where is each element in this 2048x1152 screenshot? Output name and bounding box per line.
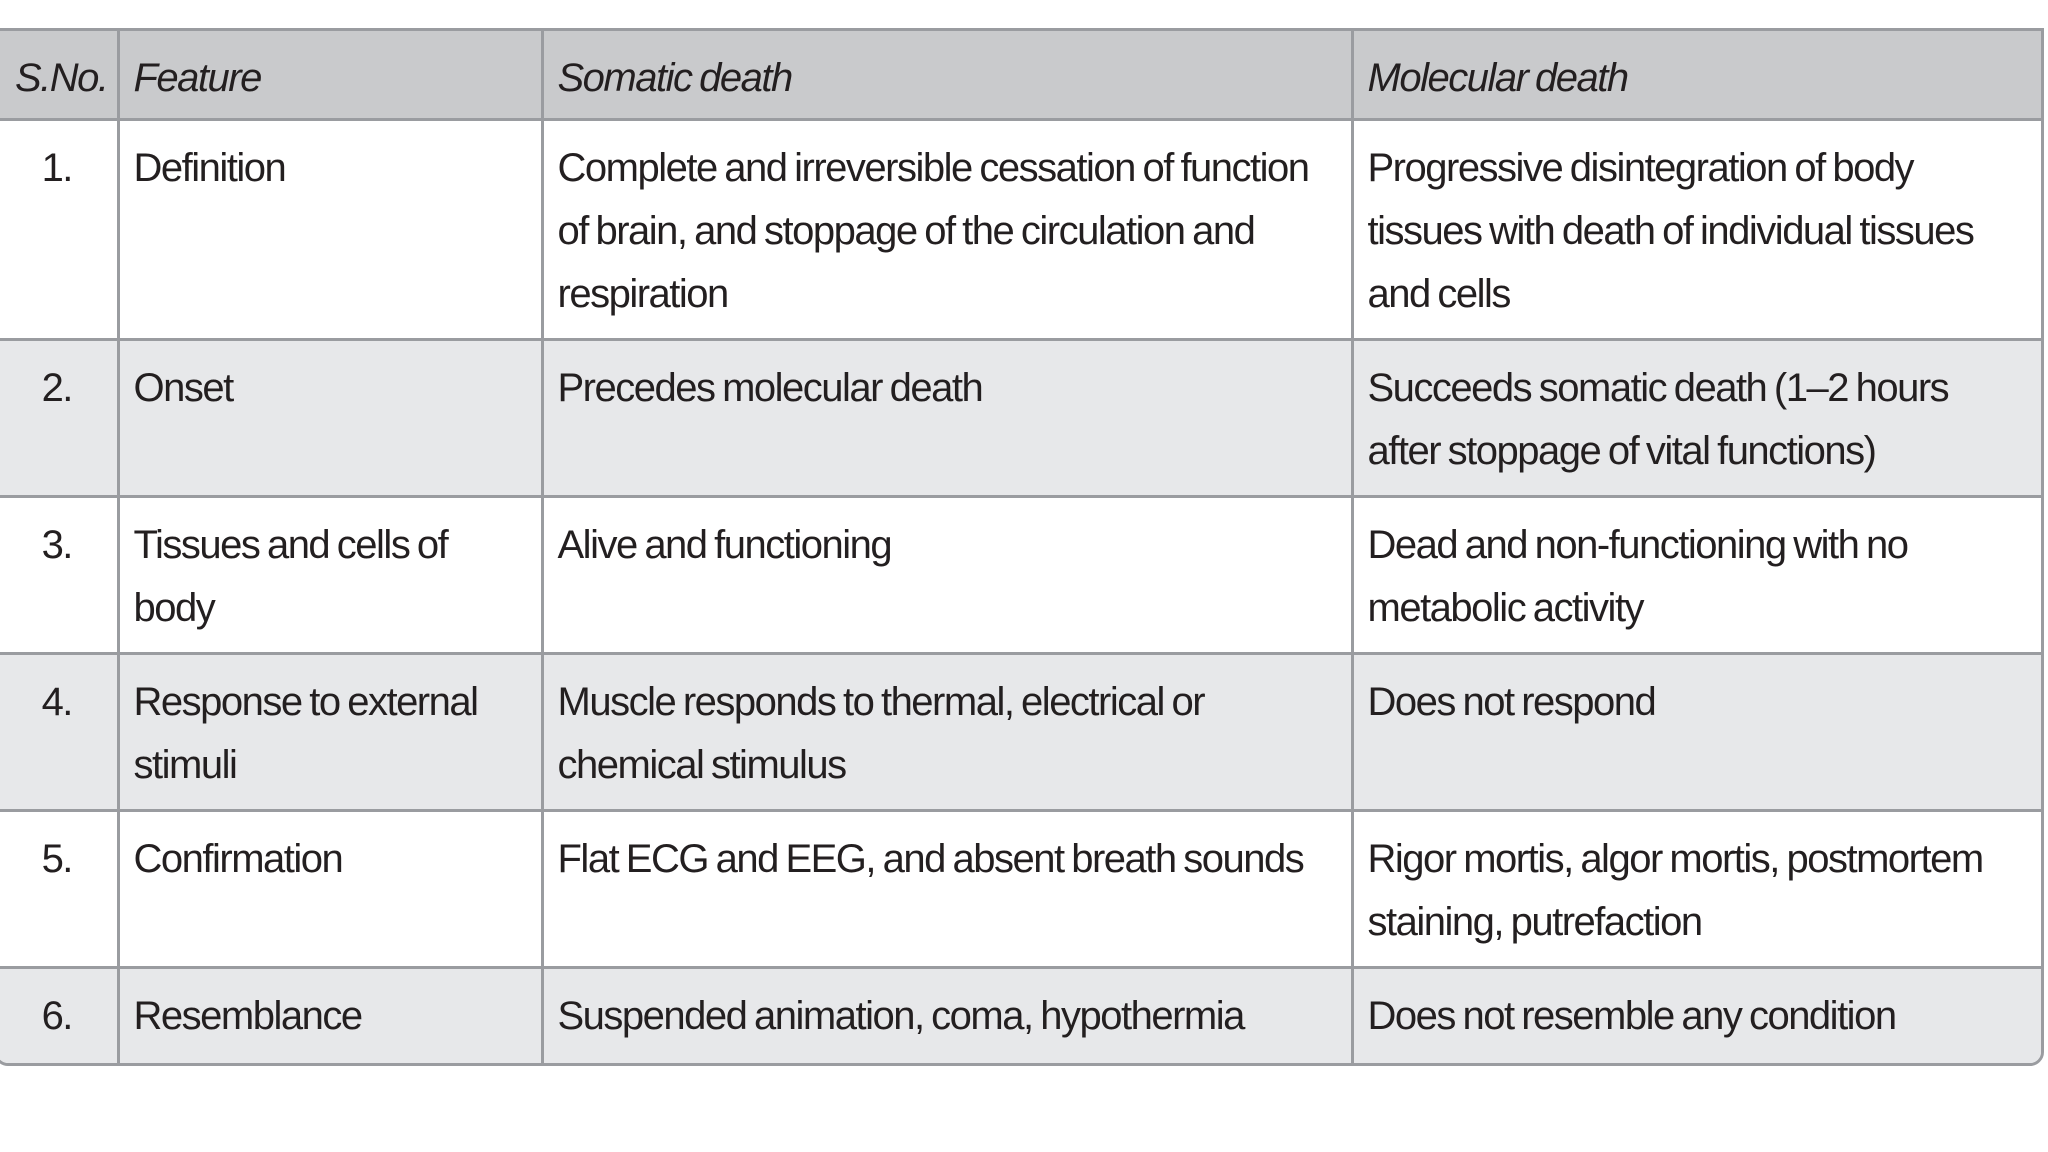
cell-feature: Resemblance (118, 968, 542, 1063)
table-row (0, 497, 2041, 654)
cell-somatic: Complete and irreversible cessation of function of brain, and stoppage of the circulation and respiration (542, 120, 1352, 340)
header-feature: Feature (118, 31, 542, 120)
cell-somatic: Suspended animation, coma, hypothermia (542, 968, 1352, 1063)
cell-sno: 1. (0, 120, 118, 340)
table-row (0, 968, 2041, 1063)
cell-somatic: Precedes molecular death (542, 340, 1352, 497)
cell-molecular: Does not respond (1352, 654, 2041, 811)
header-molecular-death: Molecular death (1352, 31, 2041, 120)
cell-feature: Definition (118, 120, 542, 340)
cell-molecular: Progressive disintegration of body tissues with death of individual tissues and cells (1352, 120, 2041, 340)
cell-sno: 3. (0, 497, 118, 654)
cell-feature: Tissues and cells of body (118, 497, 542, 654)
table-header-row (0, 31, 2041, 120)
table-row (0, 340, 2041, 497)
cell-sno: 4. (0, 654, 118, 811)
cell-feature: Confirmation (118, 811, 542, 968)
cell-sno: 2. (0, 340, 118, 497)
cell-molecular: Succeeds somatic death (1–2 hours after stoppage of vital functions) (1352, 340, 2041, 497)
table-row (0, 811, 2041, 968)
header-sno: S.No. (0, 31, 118, 120)
table-row (0, 120, 2041, 340)
header-somatic-death: Somatic death (542, 31, 1352, 120)
cell-feature: Onset (118, 340, 542, 497)
cell-somatic: Alive and functioning (542, 497, 1352, 654)
cell-molecular: Dead and non-functioning with no metabolic activity (1352, 497, 2041, 654)
cell-sno: 6. (0, 968, 118, 1063)
cell-molecular: Does not resemble any condition (1352, 968, 2041, 1063)
cell-feature: Response to external stimuli (118, 654, 542, 811)
cell-sno: 5. (0, 811, 118, 968)
table-row (0, 654, 2041, 811)
cell-somatic: Flat ECG and EEG, and absent breath sounds (542, 811, 1352, 968)
cell-somatic: Muscle responds to thermal, electrical or chemical stimulus (542, 654, 1352, 811)
comparison-table (0, 31, 2041, 1063)
cell-molecular: Rigor mortis, algor mortis, postmortem staining, putrefaction (1352, 811, 2041, 968)
comparison-table-container (0, 28, 2044, 1066)
